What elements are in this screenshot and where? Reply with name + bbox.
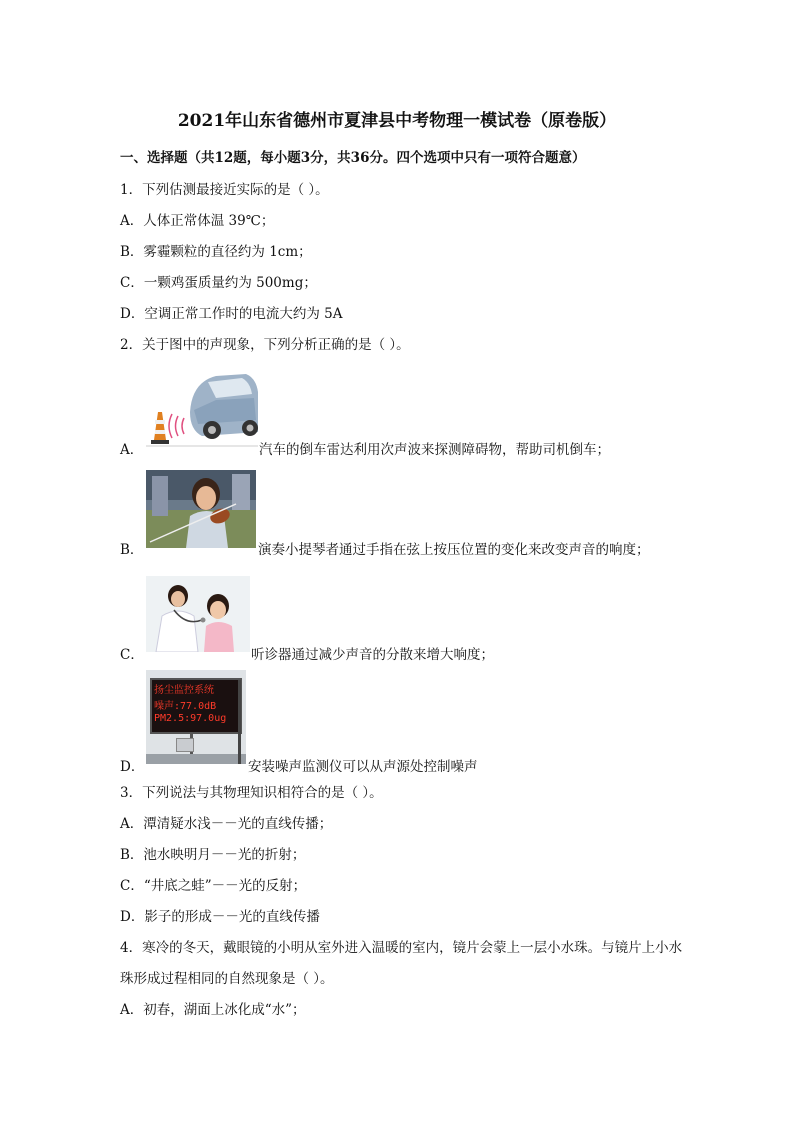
question-3-option-b: B．池水映明月－－光的折射； [120,847,306,863]
question-2-option-b-text: 演奏小提琴者通过手指在弦上按压位置的变化来改变声音的响度； [258,542,650,558]
page-title: 2021年山东省德州市夏津县中考物理一模试卷（原卷版） [177,111,617,131]
question-1-option-a: A．人体正常体温 39℃； [120,213,275,229]
question-1-option-d: D．空调正常工作时的电流大约为 5A [120,306,343,322]
question-3-option-a: A．潭清疑水浅－－光的直线传播； [120,816,333,832]
question-4-stem-line-1: 4．寒冷的冬天，戴眼镜的小明从室外进入温暖的室内，镜片会蒙上一层小水珠。与镜片上小水 [120,940,683,956]
question-2-option-a-text: 汽车的倒车雷达利用次声波来探测障碍物，帮助司机倒车； [259,442,610,458]
question-2-option-b-letter: B． [120,542,144,558]
sign-line-2: 噪声:77.0dB [154,701,217,712]
question-3-option-d: D．影子的形成－－光的直线传播 [120,909,320,925]
noise-monitor-image [146,670,246,764]
stethoscope-image [146,576,250,652]
question-3-option-c: C．“井底之蛙”－－光的反射； [120,878,307,894]
sign-line-1: 扬尘监控系统 [154,685,214,696]
question-3-stem: 3．下列说法与其物理知识相符合的是（ ）。 [120,785,383,801]
question-1-stem: 1．下列估测最接近实际的是（ ）。 [120,182,329,198]
question-2-option-d-letter: D． [120,759,145,775]
sign-line-3: PM2.5:97.0ug [154,713,227,724]
question-2-option-c-text: 听诊器通过减少声音的分散来增大响度； [251,647,494,663]
question-2-option-a-letter: A． [120,442,144,458]
section-heading: 一、选择题（共12题，每小题3分，共36分。四个选项中只有一项符合题意） [120,150,586,166]
question-2-option-d-text: 安装噪声监测仪可以从声源处控制噪声 [248,759,478,775]
violin-player-image [146,470,256,548]
question-4-option-a: A．初春，湖面上冰化成“水”； [120,1002,306,1018]
question-4-stem-line-2: 珠形成过程相同的自然现象是（ ）。 [120,971,334,987]
question-1-option-c: C．一颗鸡蛋质量约为 500mg； [120,275,317,291]
question-2-option-c-letter: C． [120,647,144,663]
question-2-stem: 2．关于图中的声现象，下列分析正确的是（ ）。 [120,337,410,353]
question-1-option-b: B．雾霾颗粒的直径约为 1cm； [120,244,312,260]
car-radar-image [146,370,258,448]
